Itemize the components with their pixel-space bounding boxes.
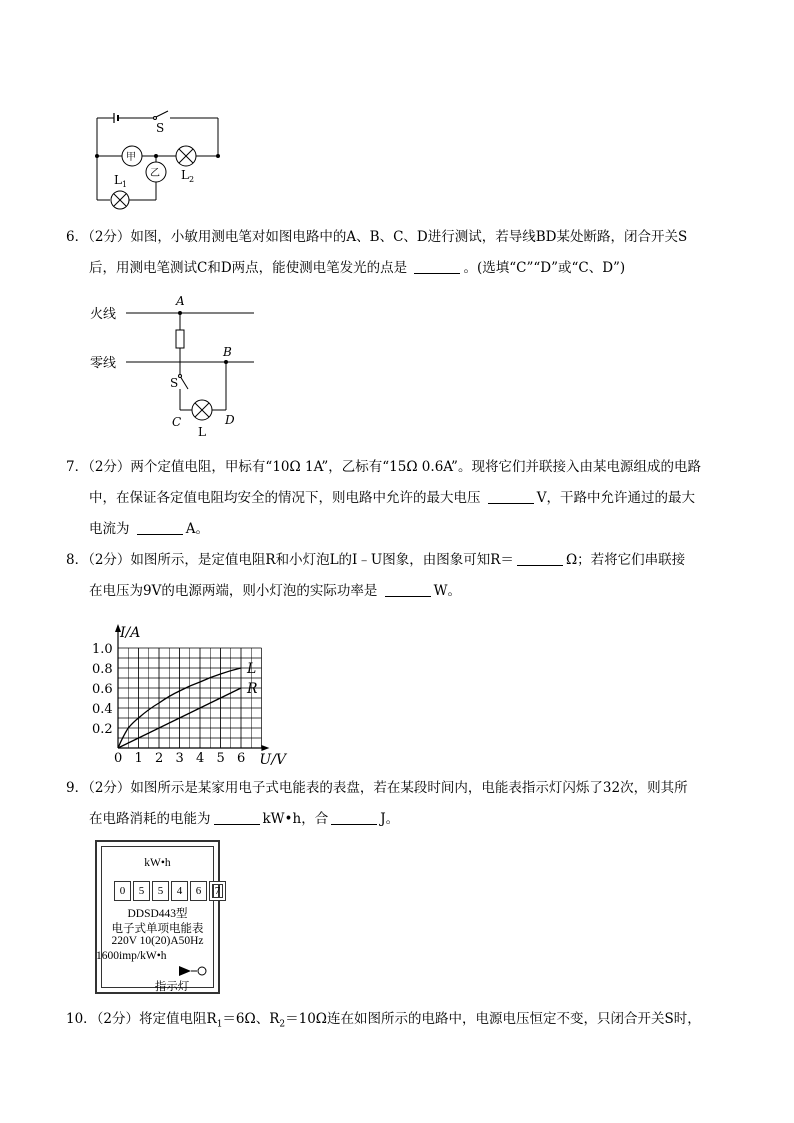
lamp-l2-label: $L_2$	[181, 168, 195, 184]
x-tick-label: 2	[155, 751, 164, 766]
switch-s-label: S	[170, 376, 179, 390]
point-c-label: C	[172, 415, 182, 429]
fire-wire-label: 火线	[90, 307, 117, 322]
q6-line2: 后，用测电笔测试C和D两点，能使测电笔发光的点是 。(选填“C”“D”或“C、D”)	[89, 260, 626, 276]
meter-yi-label: 乙	[150, 168, 160, 179]
meter-jia-label: 甲	[126, 152, 136, 163]
q7-line2: 中，在保证各定值电阻均安全的情况下，则电路中允许的最大电压 V，干路中允许通过的最大	[89, 490, 696, 506]
meter-digit: 4	[171, 881, 188, 901]
circuit-figure-q5	[90, 104, 225, 210]
q7-line1: 7．（2分）两个定值电阻，甲标有“10Ω 1A”，乙标有“15Ω 0.6A”。现将它们并联接入由某电源组成的电路	[66, 459, 701, 475]
indicator-label: 指示灯	[154, 981, 190, 993]
point-d-label: D	[225, 413, 235, 427]
x-axis-arrow	[261, 745, 269, 751]
zero-wire-label: 零线	[90, 356, 117, 371]
meter-unit: kW•h	[144, 857, 171, 869]
x-tick-label: 0	[114, 751, 123, 766]
meter-digit: 5	[133, 881, 150, 901]
point-a-label: A	[176, 294, 185, 308]
meter-model: DDSD443型	[127, 908, 188, 920]
circuit-figure-q6	[84, 290, 264, 440]
x-tick-label: 1	[134, 751, 143, 766]
answer-blank[interactable]	[385, 582, 431, 597]
answer-blank[interactable]	[331, 810, 377, 825]
q6-line1: 6．（2分）如图，小敏用测电笔对如图电路中的A、B、C、D进行测试，若导线BD某处断路，闭合开关S	[66, 229, 688, 245]
x-tick-label: 5	[216, 751, 225, 766]
answer-blank[interactable]	[488, 489, 534, 504]
meter-name: 电子式单项电能表	[111, 923, 204, 935]
x-axis-label: U/V	[259, 752, 287, 768]
y-tick-label: 0.4	[92, 702, 113, 717]
meter-digit: 6	[190, 881, 207, 901]
q8-line1: 8．（2分）如图所示，是定值电阻R和小灯泡L的I﹣U图象，由图象可知R＝ Ω；若将它们串联接	[66, 552, 686, 568]
lamp-l1-label: $L_1$	[114, 173, 128, 189]
meter-imp: 1600imp/kW•h	[96, 950, 167, 962]
question-7	[66, 452, 736, 545]
answer-blank[interactable]	[137, 520, 183, 535]
answer-blank[interactable]	[517, 551, 563, 566]
q9-line1: 9．（2分）如图所示是某家用电子式电能表的表盘，若在某段时间内，电能表指示灯闪烁了32次，则其所	[66, 780, 688, 796]
x-tick-label: 6	[237, 751, 246, 766]
y-tick-label: 0.8	[92, 662, 113, 677]
meter-spec: 220V 10(20)A50Hz	[111, 935, 204, 947]
indicator-led-icon	[176, 964, 210, 978]
q9-line2: 在电路消耗的电能为 kW•h，合 J。	[89, 811, 400, 827]
question-6	[66, 222, 736, 284]
meter-digit-decimal: 7	[209, 881, 226, 901]
question-9	[66, 773, 736, 835]
x-tick-label: 4	[196, 751, 205, 766]
meter-panel	[96, 846, 221, 993]
series-label-R: R	[247, 681, 258, 697]
q10-line1: 10．（2分）将定值电阻$R_1=6\Omega$、$R_2=10\Omega$连在如图所示的电路中，电源电压恒定不变，只闭合开关S时，	[66, 1011, 701, 1030]
x-tick-label: 3	[175, 751, 184, 766]
lamp-l-label: L	[198, 425, 206, 439]
q7-line3: 电流为 A。	[89, 521, 210, 537]
meter-digit: 5	[152, 881, 169, 901]
meter-digits	[114, 881, 228, 901]
y-tick-label: 0.6	[92, 682, 113, 697]
question-10	[66, 1004, 736, 1041]
point-b-label: B	[223, 345, 232, 359]
energy-meter	[95, 840, 220, 994]
series-label-L: L	[247, 661, 257, 677]
switch-label-s: S	[156, 121, 165, 135]
answer-blank[interactable]	[414, 259, 460, 274]
answer-blank[interactable]	[214, 810, 260, 825]
meter-digit: 0	[114, 881, 131, 901]
y-axis-label: I/A	[120, 625, 141, 641]
q8-line2: 在电压为9V的电源两端，则小灯泡的实际功率是 W。	[89, 583, 462, 599]
y-tick-label: 1.0	[92, 642, 113, 657]
iu-chart	[88, 605, 288, 770]
question-8	[66, 545, 736, 607]
y-tick-label: 0.2	[92, 722, 113, 737]
